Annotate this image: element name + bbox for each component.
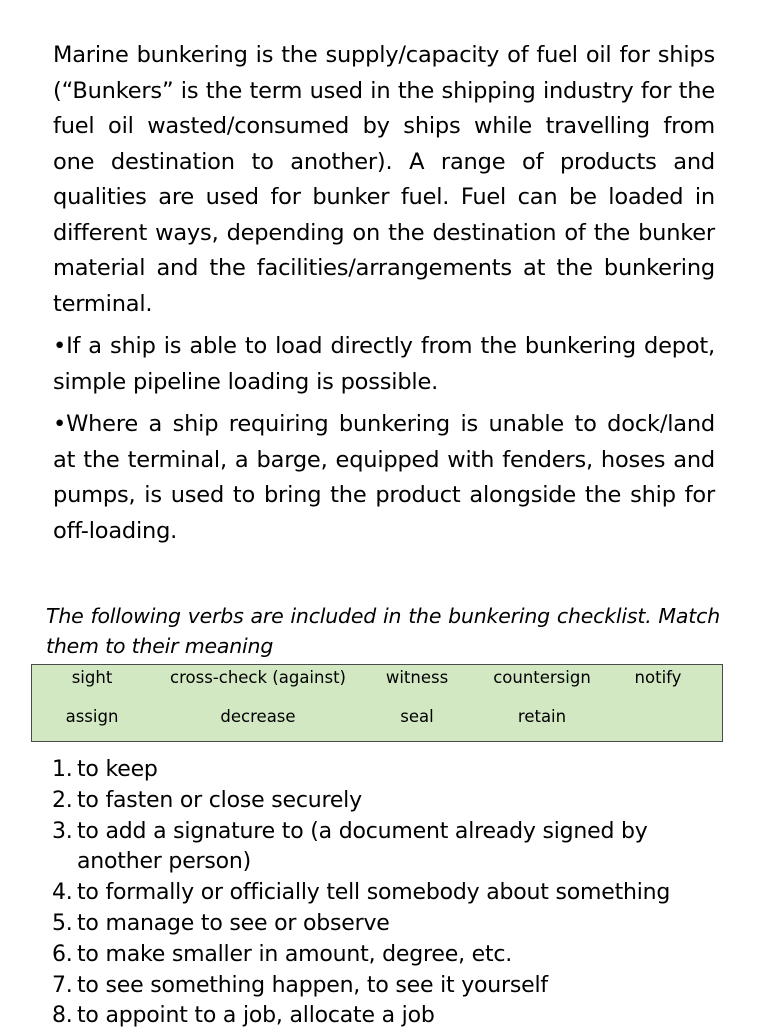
definitions-list xyxy=(52,755,732,1032)
list-item xyxy=(52,909,732,940)
list-item xyxy=(52,755,732,786)
list-item xyxy=(52,878,732,909)
definition-text: to fasten or close securely xyxy=(77,787,362,813)
definition-text: to keep xyxy=(77,757,158,782)
verb-assign: assign xyxy=(65,707,119,726)
item-number: 7. xyxy=(52,972,73,998)
verb-sight: sight xyxy=(71,668,113,687)
item-number: 4. xyxy=(52,880,73,906)
exercise-instruction: The following verbs are included in the bunkering checklist. Match them to their meaning xyxy=(46,604,720,658)
definition-text: to formally or officially tell somebody about something xyxy=(77,880,671,906)
item-number: 1. xyxy=(52,757,73,782)
list-item xyxy=(52,817,732,879)
list-item xyxy=(52,940,732,971)
item-number: 3. xyxy=(52,818,73,844)
verb-box xyxy=(31,664,723,742)
verb-countersign: countersign xyxy=(493,668,591,687)
definition-text: to see something happen, to see it yourself xyxy=(77,972,548,998)
verb-retain: retain xyxy=(517,707,567,726)
bullet-pipeline-loading: •If a ship is able to load directly from the bunkering depot, simple pipeline loading is possible. xyxy=(53,333,715,395)
item-number: 6. xyxy=(52,941,73,967)
verb-notify: notify xyxy=(634,668,682,687)
item-number: 2. xyxy=(52,787,73,813)
verb-seal: seal xyxy=(400,707,434,726)
item-number: 5. xyxy=(52,910,73,936)
definition-text: to make smaller in amount, degree, etc. xyxy=(77,941,513,967)
bullet-barge-loading: •Where a ship requiring bunkering is unable to dock/land at the terminal, a barge, equipped with fenders, hoses and pumps, is used to bring the product alongside the ship for off-loading. xyxy=(53,411,715,544)
list-item xyxy=(52,786,732,817)
list-item xyxy=(52,971,732,1002)
definition-text: to appoint to a job, allocate a job xyxy=(77,1003,435,1029)
definition-text: to add a signature to (a document already signed by another person) xyxy=(77,818,648,875)
verb-decrease: decrease xyxy=(220,707,296,726)
intro-paragraph: Marine bunkering is the supply/capacity of fuel oil for ships (“Bunkers” is the term used in the shipping industry for the fuel oil wasted/consumed by ships while travelling from one destination to another). A range of products and qualities are used for bunker fuel. Fuel can be loaded in different ways, depending on the destination of the bunker material and the facilities/arrangements at the bunkering terminal. xyxy=(53,42,715,317)
list-item xyxy=(52,1001,732,1032)
verb-witness: witness xyxy=(385,668,449,687)
verb-cross-check: cross-check (against) xyxy=(170,668,346,687)
definition-text: to manage to see or observe xyxy=(77,910,390,936)
item-number: 8. xyxy=(52,1003,73,1029)
